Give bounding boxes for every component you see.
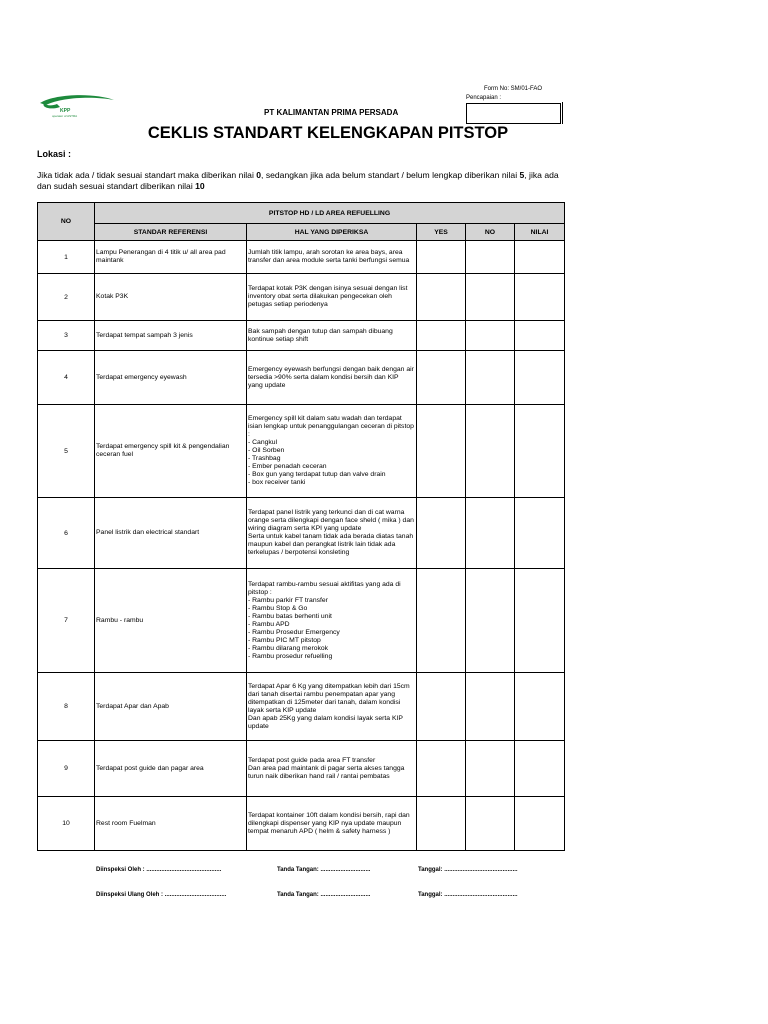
date-field-2[interactable]: Tanggal: ............................................ xyxy=(418,892,518,898)
row-hal: Terdapat panel listrik yang terkunci dan di cat warna orange serta dilengkapi dengan face sheld ( mika ) dan wiring diagram serta KPI yang update Serta untuk kabel tanam tidak ada berada diatas tanah maupun kabel dan perangkat listrik lain tidak ada terkelupas / berpotensi konsleting xyxy=(247,498,417,569)
row-standar: Terdapat Apar dan Apab xyxy=(95,673,247,741)
nilai-cell[interactable] xyxy=(515,498,565,569)
yes-cell[interactable] xyxy=(417,351,466,405)
row-no: 2 xyxy=(38,274,95,321)
no-cell[interactable] xyxy=(466,274,515,321)
no-column-header: NO xyxy=(38,203,95,241)
yes-cell[interactable] xyxy=(417,274,466,321)
yes-cell[interactable] xyxy=(417,569,466,673)
table-row xyxy=(38,274,565,321)
no-cell[interactable] xyxy=(466,321,515,351)
no-cell[interactable] xyxy=(466,498,515,569)
row-no: 4 xyxy=(38,351,95,405)
table-row xyxy=(38,569,565,673)
row-standar: Lampu Penerangan di 4 titik u/ all area pad maintank xyxy=(95,241,247,274)
logo-subtext: operator of ASTRA xyxy=(52,114,78,118)
form-number: Form No: SM/01-FAO xyxy=(484,86,543,92)
row-hal: Terdapat post guide pada area FT transfer Dan area pad maintank di pagar serta akses tangga turun naik diberikan hand rail / rantai pembatas xyxy=(247,741,417,797)
yes-cell[interactable] xyxy=(417,405,466,498)
pencapaian-box[interactable] xyxy=(466,103,561,124)
yes-cell[interactable] xyxy=(417,673,466,741)
page-title: CEKLIS STANDART KELENGKAPAN PITSTOP xyxy=(147,124,509,142)
company-logo xyxy=(38,94,116,118)
instr-part1: Jika tidak ada / tidak sesuai standart maka diberikan nilai xyxy=(37,170,257,180)
signature-field[interactable]: Tanda Tangan: .............................. xyxy=(277,867,371,873)
col-header-no: NO xyxy=(466,224,515,241)
scoring-instructions xyxy=(37,170,565,192)
instr-part2: , sedangkan jika ada belum standart / belum lengkap diberikan nilai xyxy=(261,170,520,180)
pencapaian-divider xyxy=(562,102,563,124)
yes-cell[interactable] xyxy=(417,797,466,851)
row-no: 3 xyxy=(38,321,95,351)
pencapaian-label: Pencapaian : xyxy=(466,95,502,101)
nilai-cell[interactable] xyxy=(515,351,565,405)
signature-field-2[interactable]: Tanda Tangan: .............................. xyxy=(277,892,371,898)
table-row xyxy=(38,405,565,498)
no-cell[interactable] xyxy=(466,741,515,797)
table-row xyxy=(38,498,565,569)
instr-value-5: 5 xyxy=(519,170,525,180)
reinspected-by-field[interactable]: Diinspeksi Ulang Oleh : ..................................... xyxy=(96,892,227,898)
row-standar: Rambu - rambu xyxy=(95,569,247,673)
row-standar: Rest room Fuelman xyxy=(95,797,247,851)
no-cell[interactable] xyxy=(466,405,515,498)
row-hal: Terdapat Apar 6 Kg yang ditempatkan lebih dari 15cm dari tanah disertai rambu penempatan apar yang ditempatkan di 125meter dari tanah, dalam kondisi layak serta KIP update Dan apab 25Kg yang dalam kondisi layak serta KIP update xyxy=(247,673,417,741)
nilai-cell[interactable] xyxy=(515,274,565,321)
row-standar: Kotak P3K xyxy=(95,274,247,321)
row-no: 10 xyxy=(38,797,95,851)
nilai-cell[interactable] xyxy=(515,241,565,274)
instr-value-0: 0 xyxy=(256,170,262,180)
section-title: PITSTOP HD / LD AREA REFUELLING xyxy=(95,203,565,224)
nilai-cell[interactable] xyxy=(515,569,565,673)
logo-text: KPP xyxy=(60,108,71,114)
row-no: 1 xyxy=(38,241,95,274)
row-no: 6 xyxy=(38,498,95,569)
row-standar: Terdapat tempat sampah 3 jenis xyxy=(95,321,247,351)
table-row xyxy=(38,741,565,797)
row-standar: Terdapat emergency spill kit & pengendalian ceceran fuel xyxy=(95,405,247,498)
instr-part3: , jika ada dan sudah sesuai standart diberikan nilai xyxy=(37,170,559,191)
no-cell[interactable] xyxy=(466,351,515,405)
table-row xyxy=(38,351,565,405)
lokasi-label: Lokasi : xyxy=(37,149,72,159)
nilai-cell[interactable] xyxy=(515,797,565,851)
no-cell[interactable] xyxy=(466,797,515,851)
row-standar: Terdapat post guide dan pagar area xyxy=(95,741,247,797)
row-no: 9 xyxy=(38,741,95,797)
yes-cell[interactable] xyxy=(417,241,466,274)
row-hal: Emergency spill kit dalam satu wadah dan terdapat isian lengkap untuk penanggulangan ceceran di pitstop : - Cangkul - Oil Sorben - Trashbag - Ember penadah ceceran - Box gun yang terdapat tutup dan valve drain - box receiver tanki xyxy=(247,405,417,498)
yes-cell[interactable] xyxy=(417,321,466,351)
col-header-hal: HAL YANG DIPERIKSA xyxy=(247,224,417,241)
date-field[interactable]: Tanggal: ............................................ xyxy=(418,867,518,873)
table-row xyxy=(38,673,565,741)
table-row xyxy=(38,241,565,274)
col-header-yes: YES xyxy=(417,224,466,241)
row-hal: Terdapat kotak P3K dengan isinya sesuai dengan list inventory obat serta dilakukan pengecekan oleh petugas setiap periodenya xyxy=(247,274,417,321)
inspected-by-field[interactable]: Diinspeksi Oleh : ............................................. xyxy=(96,867,222,873)
row-hal: Terdapat kontainer 10ft dalam kondisi bersih, rapi dan dilengkapi dispenser yang KIP nya update maupun tempat menaruh APD ( helm & safety harness ) xyxy=(247,797,417,851)
row-hal: Terdapat rambu-rambu sesuai aktifitas yang ada di pitstop : - Rambu parkir FT transfer - Rambu Stop & Go - Rambu batas berhenti unit - Rambu APD - Rambu Prosedur Emergency - Rambu PIC MT pitstop - Rambu dilarang merokok - Rambu prosedur refuelling xyxy=(247,569,417,673)
nilai-cell[interactable] xyxy=(515,405,565,498)
col-header-standar: STANDAR REFERENSI xyxy=(95,224,247,241)
no-cell[interactable] xyxy=(466,673,515,741)
row-standar: Panel listrik dan electrical standart xyxy=(95,498,247,569)
company-name: PT KALIMANTAN PRIMA PERSADA xyxy=(264,108,399,117)
yes-cell[interactable] xyxy=(417,498,466,569)
row-no: 5 xyxy=(38,405,95,498)
row-hal: Emergency eyewash berfungsi dengan baik dengan air tersedia >90% serta dalam kondisi bersih dan KIP yang update xyxy=(247,351,417,405)
row-no: 7 xyxy=(38,569,95,673)
instr-value-10: 10 xyxy=(195,181,205,191)
yes-cell[interactable] xyxy=(417,741,466,797)
row-hal: Jumlah titik lampu, arah sorotan ke area bays, area transfer dan area module serta tanki berfungsi semua xyxy=(247,241,417,274)
row-hal: Bak sampah dengan tutup dan sampah dibuang kontinue setiap shift xyxy=(247,321,417,351)
table-row xyxy=(38,797,565,851)
no-cell[interactable] xyxy=(466,241,515,274)
checklist-table xyxy=(37,202,565,851)
col-header-nilai: NILAI xyxy=(515,224,565,241)
row-no: 8 xyxy=(38,673,95,741)
nilai-cell[interactable] xyxy=(515,673,565,741)
row-standar: Terdapat emergency eyewash xyxy=(95,351,247,405)
table-row xyxy=(38,321,565,351)
no-cell[interactable] xyxy=(466,569,515,673)
nilai-cell[interactable] xyxy=(515,321,565,351)
nilai-cell[interactable] xyxy=(515,741,565,797)
